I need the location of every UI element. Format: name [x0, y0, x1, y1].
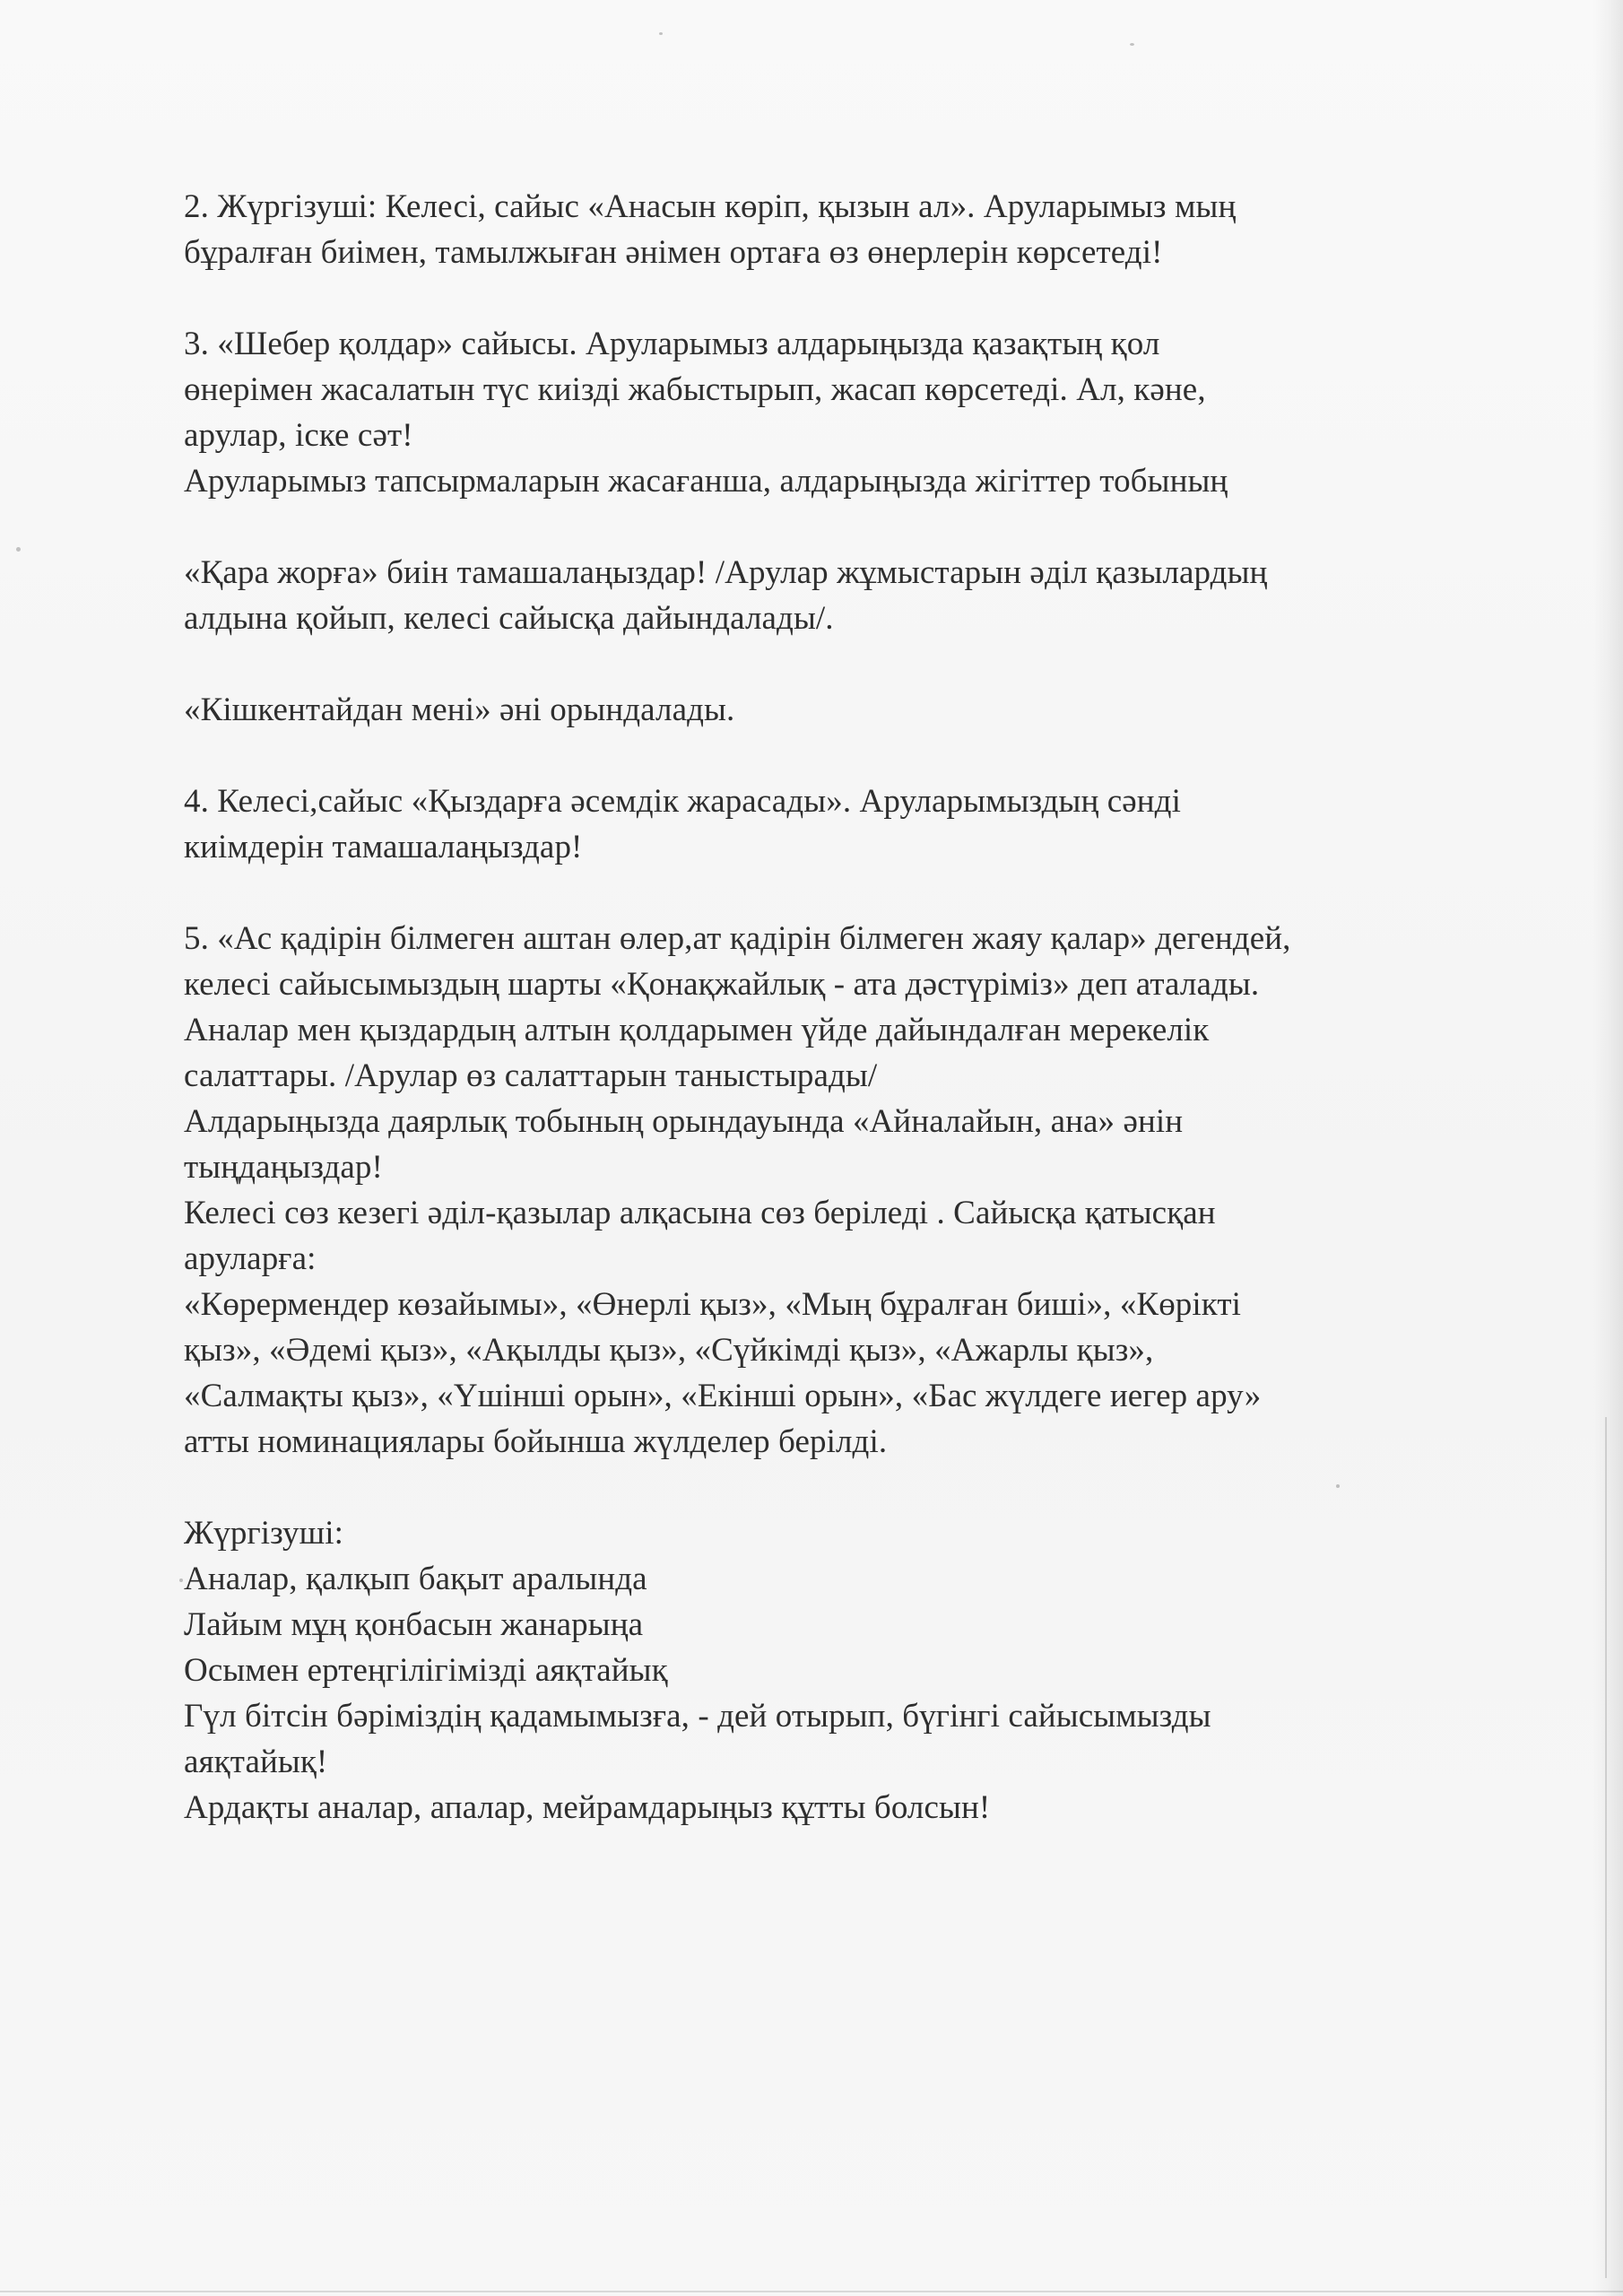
text-line: алдына қойып, келесі сайысқа дайындалады/. — [184, 600, 834, 637]
paragraph-7 — [184, 1510, 1475, 1831]
text-line: қыз», «Әдемі қыз», «Ақылды қыз», «Сүйкімді қыз», «Ажарлы қыз», — [184, 1332, 1154, 1369]
page-edge-shadow — [1593, 0, 1623, 2296]
text-line: тыңдаңыздар! — [184, 1149, 383, 1186]
page-edge-line — [1605, 1417, 1607, 2278]
scan-speck — [659, 32, 663, 35]
text-line: келесі сайысымыздың шарты «Қонақжайлық - ата дәстүріміз» деп аталады. — [184, 966, 1260, 1003]
paragraph-2 — [184, 321, 1475, 504]
text-line: арулар, іске сәт! — [184, 417, 413, 454]
text-line: Аналар, қалқып бақыт аралында — [184, 1561, 647, 1597]
paragraph-4 — [184, 687, 1475, 733]
text-line: 4. Келесі,сайыс «Қыздарға әсемдік жарасады». Аруларымыздың сәнді — [184, 783, 1181, 820]
paragraph-gap — [184, 275, 1475, 321]
text-line: Лайым мұң қонбасын жанарыңа — [184, 1606, 644, 1643]
text-line: Гүл бітсін бәріміздің қадамымызға, - дей отырып, бүгінгі сайысымызды — [184, 1698, 1211, 1735]
paragraph-gap — [184, 641, 1475, 687]
text-line: өнерімен жасалатын түс киізді жабыстырып, жасап көрсетеді. Ал, кәне, — [184, 371, 1206, 408]
paragraph-3 — [184, 550, 1475, 641]
paragraph-gap — [184, 1465, 1475, 1510]
text-line: «Салмақты қыз», «Үшінші орын», «Екінші орын», «Бас жүлдеге иегер ару» — [184, 1378, 1262, 1414]
paragraph-gap — [184, 504, 1475, 550]
text-line: Аруларымыз тапсырмаларын жасағанша, алдарыңызда жігіттер тобының — [184, 463, 1228, 500]
text-line: салаттары. /Арулар өз салаттарын таныстырады/ — [184, 1057, 878, 1094]
scan-speck — [1130, 43, 1134, 46]
text-line: 5. «Ас қадірін білмеген аштан өлер,ат қадірін білмеген жаяу қалар» дегендей, — [184, 920, 1291, 957]
text-line: Жүргізуші: — [184, 1515, 343, 1552]
text-line: «Көрермендер көзайымы», «Өнерлі қыз», «Мың бұралған биші», «Көрікті — [184, 1286, 1242, 1323]
paragraph-1 — [184, 184, 1475, 275]
page-bottom-edge — [0, 2291, 1623, 2292]
text-line: аруларға: — [184, 1240, 317, 1277]
text-line: Алдарыңызда даярлық тобының орындауында «Айналайын, ана» әнін — [184, 1103, 1184, 1140]
scan-speck — [16, 547, 21, 552]
paragraph-gap — [184, 870, 1475, 916]
scan-speck — [179, 1578, 183, 1582]
text-line: Келесі сөз кезегі әділ-қазылар алқасына сөз беріледі . Сайысқа қатысқан — [184, 1195, 1216, 1231]
text-line: Осымен ертеңгілігімізді аяқтайық — [184, 1652, 668, 1689]
paragraph-5 — [184, 778, 1475, 870]
text-line: киімдерін тамашалаңыздар! — [184, 829, 583, 865]
paragraph-6 — [184, 916, 1475, 1465]
text-line: атты номинациялары бойынша жүлделер берілді. — [184, 1423, 888, 1460]
text-line: бұралған биімен, тамылжыған әнімен ортаға өз өнерлерін көрсетеді! — [184, 234, 1163, 271]
text-line: «Қара жорға» биін тамашалаңыздар! /Арулар жұмыстарын әділ қазылардың — [184, 554, 1268, 591]
text-line: Аналар мен қыздардың алтын қолдарымен үйде дайындалған мерекелік — [184, 1012, 1210, 1048]
text-line: 2. Жүргізуші: Келесі, сайыс «Анасын көріп, қызын ал». Аруларымыз мың — [184, 188, 1237, 225]
document-body — [184, 184, 1475, 1831]
text-line: аяқтайық! — [184, 1744, 328, 1780]
text-line: 3. «Шебер қолдар» сайысы. Аруларымыз алдарыңызда қазақтың қол — [184, 326, 1160, 362]
text-line: «Кішкентайдан мені» әні орындалады. — [184, 691, 735, 728]
paragraph-gap — [184, 733, 1475, 778]
text-line: Ардақты аналар, апалар, мейрамдарыңыз құтты болсын! — [184, 1789, 991, 1826]
